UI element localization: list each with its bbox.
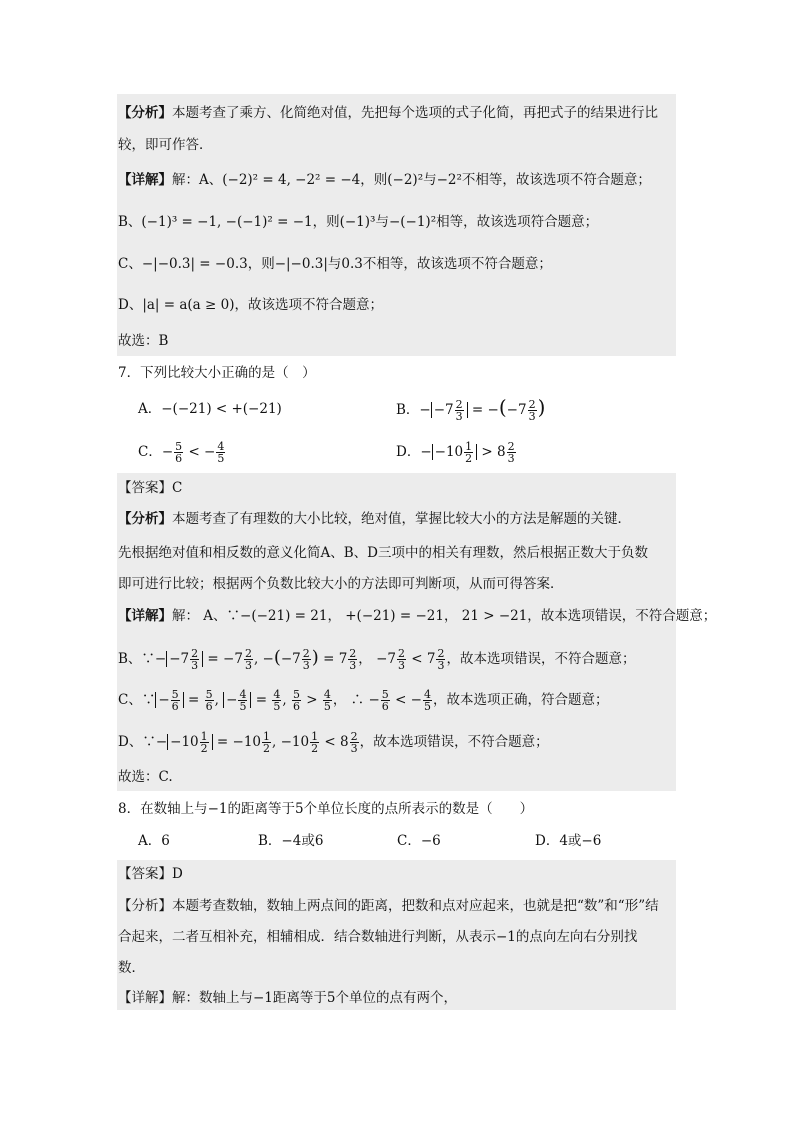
- analysis-line: 【分析】本题考查数轴，数轴上两点间的距离，把数和点对应起来，也就是把“数”和“形”结: [118, 898, 659, 914]
- option-c: C．−6: [397, 833, 441, 849]
- detail-line: B、(−1)³ = −1, −(−1)² = −1，则(−1)³与−(−1)²相等，故该选项符合题意；: [118, 214, 599, 230]
- analysis-line: 先根据绝对值和相反数的意义化简A、B、D三项中的相关有理数，然后根据正数大于负数: [118, 545, 648, 561]
- detail-line: 【详解】解： A、∵−(−21) = 21， +(−21) = −21， 21 > −21，故本选项错误，不符合题意；: [118, 608, 717, 624]
- analysis-line: 【分析】本题考查了有理数的大小比较，绝对值，掌握比较大小的方法是解题的关键．: [118, 511, 631, 527]
- option-a: A．−(−21) < +(−21): [138, 401, 282, 417]
- detail-line: 【详解】解：数轴上与−1距离等于5个单位的点有两个，: [118, 990, 457, 1006]
- detail-line: 【详解】解：A、(−2)² = 4, −2² = −4，则(−2)²与−2²不相等，故该选项不符合题意；: [118, 172, 651, 188]
- option-a: A．6: [138, 833, 170, 849]
- option-b: B．− −7 $\frac{2}{3}$ = −(−7 $\frac{2}{3}$ ): [396, 395, 546, 423]
- analysis-line: 即可进行比较；根据两个负数比较大小的方法即可判断项，从而可得答案．: [118, 576, 564, 592]
- analysis-line: 合起来，二者互相补充，相辅相成．结合数轴进行判断，从表示−1的点向左向右分别找: [118, 929, 638, 945]
- question-stem: 8．在数轴上与−1的距离等于5个单位长度的点所表示的数是（ ）: [118, 801, 534, 817]
- choice-line: 故选：C.: [118, 769, 173, 785]
- analysis-line: 较，即可作答．: [118, 137, 213, 153]
- choice-line: 故选：B: [118, 333, 169, 349]
- option-d: D．4或−6: [535, 833, 602, 849]
- detail-line: C、∵ − $\frac{5}{6}$ = $\frac{5}{6}$ , − $\frac{4}{5}$ = $\frac{4}{5}$ , $\frac{5}{6}$ > $\frac{4}{5}$ ， ∴ − $\frac{5}{6}$ < − $\frac{4}{5}$ ，故本选项正确，符合题意；: [118, 688, 609, 713]
- option-c: C．− $\frac{5}{6}$ < − $\frac{4}{5}$: [138, 440, 225, 465]
- detail-line: B、∵− −7 $\frac{2}{3}$ = −7 $\frac{2}{3}$ , −(−7 $\frac{2}{3}$ ) = 7 $\frac{2}{3}$ ， −7 $\frac{2}{3}$ < 7 $\frac{2}{3}$ ，故本选项错误，不符合题意；: [118, 647, 636, 672]
- detail-line: D、|a| = a(a ≥ 0)，故该选项不符合题意；: [118, 297, 383, 313]
- option-b: B．−4或6: [258, 833, 324, 849]
- detail-line: C、−|−0.3| = −0.3，则−|−0.3|与0.3不相等，故该选项不符合题意；: [118, 256, 552, 272]
- question-stem: 7．下列比较大小正确的是（ ）: [118, 365, 316, 381]
- analysis-line: 数．: [118, 960, 145, 976]
- answer-line: 【答案】C: [118, 480, 183, 496]
- analysis-line: 【分析】本题考查了乘方、化简绝对值，先把每个选项的式子化简，再把式子的结果进行比: [118, 105, 658, 121]
- answer-line: 【答案】D: [118, 866, 183, 882]
- option-d: D．− −10 $\frac{1}{2}$ > 8 $\frac{2}{3}$: [396, 440, 515, 465]
- detail-line: D、∵− −10 $\frac{1}{2}$ = −10 $\frac{1}{2}$ , −10 $\frac{1}{2}$ < 8 $\frac{2}{3}$ ，故本选项错误，不符合题意；: [118, 730, 549, 755]
